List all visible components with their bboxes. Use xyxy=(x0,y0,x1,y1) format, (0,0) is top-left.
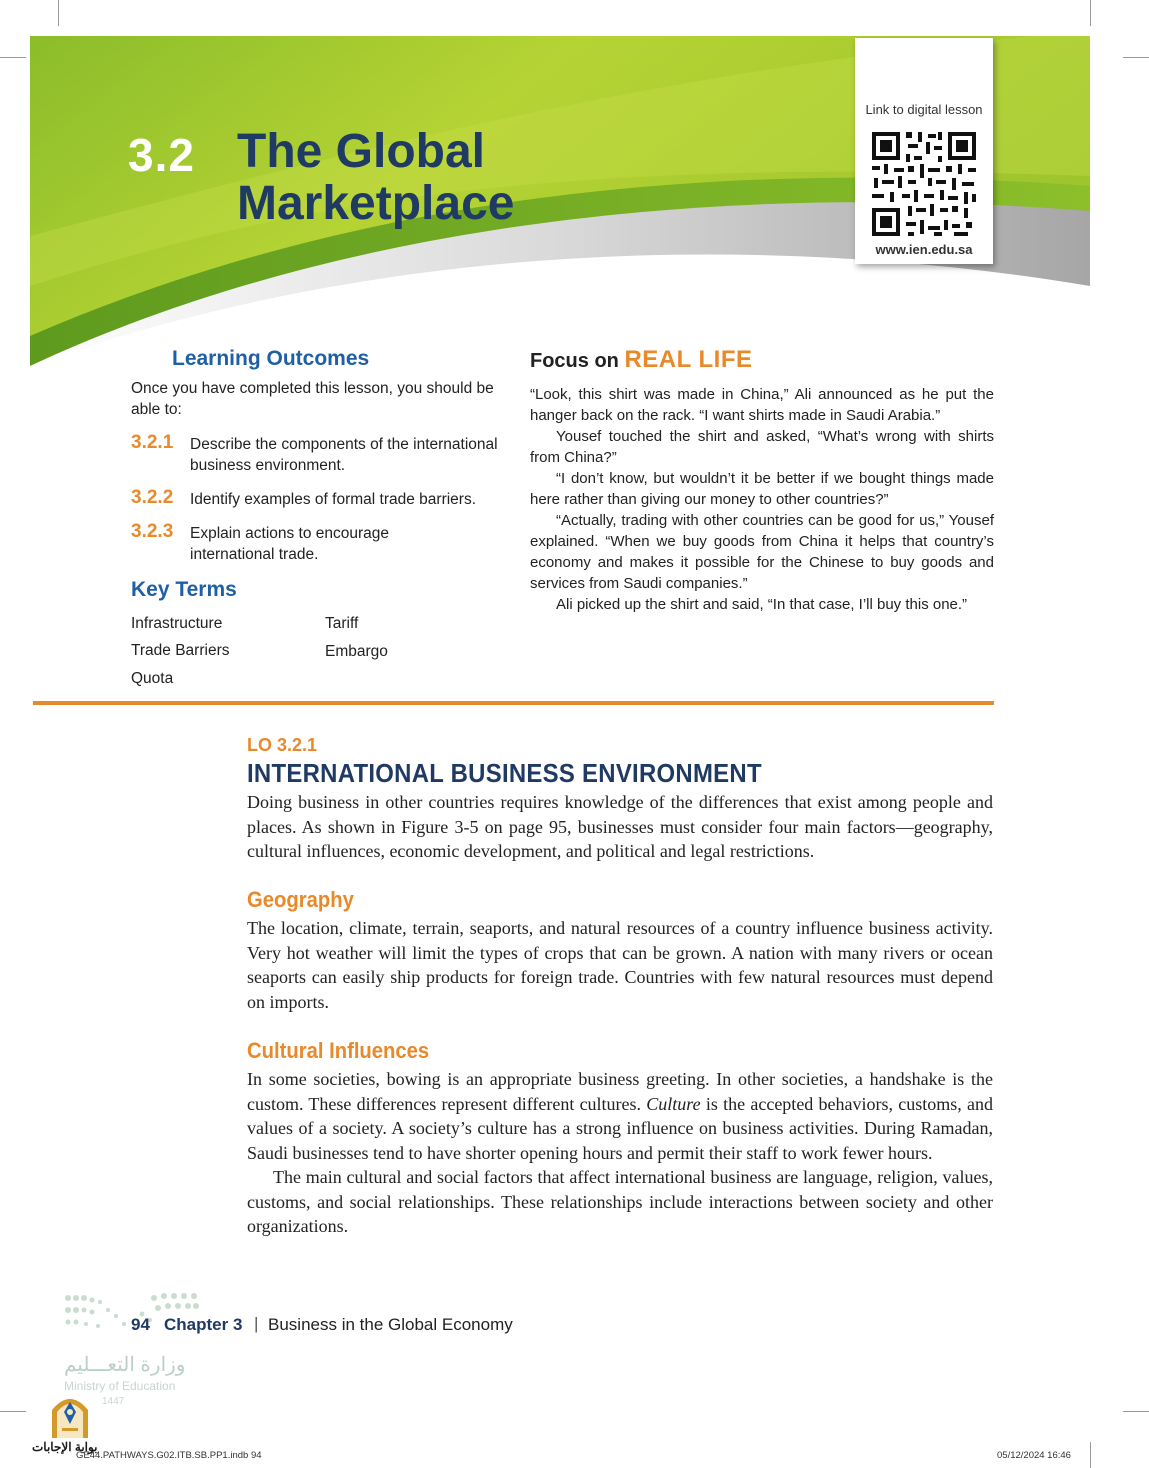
page-number: 94 xyxy=(131,1315,150,1334)
cultural-paragraph-2: The main cultural and social factors that affect international business are language, religion, values, customs, and social relationships. These relationships include interactions between society and other organizations. xyxy=(247,1167,993,1236)
section-title-line1: The Global xyxy=(237,125,486,178)
chapter-title: Business in the Global Economy xyxy=(268,1315,513,1334)
outcome-text: Identify examples of formal trade barriers. xyxy=(190,491,477,508)
print-file-info: GE44.PATHWAYS.G02.ITB.SB.PP1.indb 94 xyxy=(76,1450,262,1461)
key-term: Quota xyxy=(131,670,174,687)
section-title xyxy=(237,126,514,230)
story-paragraph: Ali picked up the shirt and said, “In that case, I’ll buy this one.” xyxy=(556,596,968,613)
cultural-heading: Cultural Influences xyxy=(247,1038,430,1063)
focus-heading xyxy=(530,346,753,374)
key-term: Embargo xyxy=(325,643,388,660)
crop-mark xyxy=(1123,1411,1149,1412)
focus-highlight: REAL LIFE xyxy=(624,346,753,373)
learning-outcomes-heading: Learning Outcomes xyxy=(172,347,370,370)
outcome-number: 3.2.3 xyxy=(131,521,174,542)
crop-mark xyxy=(0,1411,26,1412)
qr-code-icon[interactable] xyxy=(868,128,980,240)
crop-mark xyxy=(1090,0,1091,26)
cultural-text: is the accepted behaviors, customs, and values of a society. A society’s culture has a strong influence on business activities. During Ramadan, Saudi businesses tend to have shorter opening hours and permit their staff to work fewer hours. xyxy=(247,1093,993,1163)
ministry-year: 1447 xyxy=(102,1396,125,1407)
digital-lesson-card[interactable] xyxy=(855,38,993,264)
learning-outcomes-intro: Once you have completed this lesson, you should be able to: xyxy=(131,380,494,418)
section-title-line2: Marketplace xyxy=(237,177,515,230)
geography-heading: Geography xyxy=(247,887,354,912)
section-number: 3.2 xyxy=(128,129,195,181)
cultural-paragraph-1 xyxy=(247,1067,993,1165)
story-paragraph: “I don’t know, but wouldn’t it be better if we bought things made here rather than giving our money to other countries?” xyxy=(530,470,994,508)
outcome-text: Explain actions to encourage international trade. xyxy=(190,525,390,563)
story-paragraph: “Look, this shirt was made in China,” Ali announced as he put the hanger back on the rack. “I want shirts made in Saudi Arabia.” xyxy=(530,386,994,424)
cultural-text: In some societies, bowing is an appropriate business greeting. In other societies, a handshake is the custom. These differences represent different cultures. xyxy=(247,1069,993,1114)
story-paragraph: Yousef touched the shirt and asked, “What’s wrong with shirts from China?” xyxy=(530,428,994,466)
outcome-text: Describe the components of the international business environment. xyxy=(190,436,498,474)
outcome-number: 3.2.2 xyxy=(131,487,174,508)
key-term: Infrastructure xyxy=(131,615,223,632)
crop-mark xyxy=(58,0,59,26)
answers-gate-logo-text: بوابة الإجابات xyxy=(32,1440,98,1454)
ministry-logo-english: Ministry of Education xyxy=(64,1379,176,1393)
chapter-label: Chapter 3 xyxy=(164,1315,243,1334)
qr-url[interactable]: www.ien.edu.sa xyxy=(875,242,973,257)
print-date-info: 05/12/2024 16:46 xyxy=(997,1450,1071,1461)
geography-body xyxy=(247,916,993,1014)
lesson-intro xyxy=(247,790,993,864)
focus-story xyxy=(530,384,994,615)
key-term: Trade Barriers xyxy=(131,642,230,659)
section-divider xyxy=(33,701,994,705)
footer-separator: | xyxy=(254,1314,259,1333)
crop-mark xyxy=(0,57,26,58)
focus-prefix: Focus on xyxy=(530,350,625,372)
qr-label: Link to digital lesson xyxy=(865,102,983,117)
geography-text: The location, climate, terrain, seaports, and natural resources of a country influence business activity. Very hot weather will limit the types of crops that can be grown. A nation with many rivers or ocean seaports can easily ship products for foreign trade. Countries with few natural resources must depend on imports. xyxy=(247,918,993,1012)
answers-gate-logo-icon xyxy=(44,1388,96,1440)
lo-label: LO 3.2.1 xyxy=(247,735,318,755)
story-paragraph: “Actually, trading with other countries can be good for us,” Yousef explained. “When we buy goods from China it helps that country’s economy and makes it possible for the Chinese to buy goods and services from Saudi companies.” xyxy=(530,512,994,592)
crop-mark xyxy=(1090,1442,1091,1468)
key-term: Tariff xyxy=(325,615,359,632)
culture-term: Culture xyxy=(646,1093,701,1114)
outcome-number: 3.2.1 xyxy=(131,432,174,453)
cultural-body xyxy=(247,1067,993,1239)
key-terms-heading: Key Terms xyxy=(131,578,237,601)
ministry-logo-arabic: وزارة التعـــليم xyxy=(64,1354,186,1376)
lesson-intro-text: Doing business in other countries requires knowledge of the differences that exist among people and places. As shown in Figure 3-5 on page 95, businesses must consider four main factors—geography, cultural influences, economic development, and political and legal restrictions. xyxy=(247,792,993,861)
lesson-heading: INTERNATIONAL BUSINESS ENVIRONMENT xyxy=(247,758,762,788)
crop-mark xyxy=(1123,57,1149,58)
